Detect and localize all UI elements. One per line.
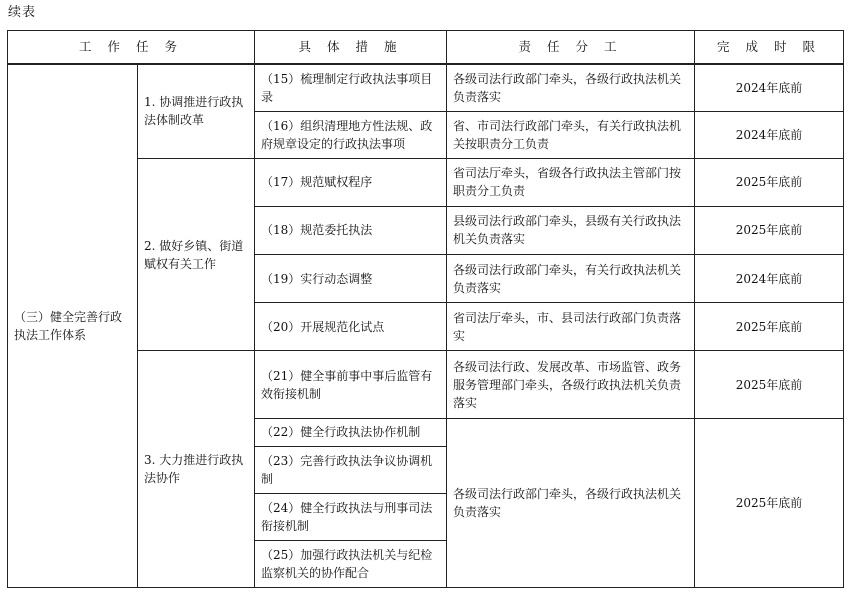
deadline-cell: 2025年底前 xyxy=(695,206,844,254)
measure-cell: （25）加强行政执法机关与纪检监察机关的协作配合 xyxy=(255,540,447,587)
subtask-cell: 1. 协调推进行政执法体制改革 xyxy=(138,64,255,158)
measure-cell: （18）规范委托执法 xyxy=(255,206,447,254)
header-row xyxy=(8,31,844,65)
deadline-cell: 2024年底前 xyxy=(695,64,844,111)
responsibility-cell: 各级司法行政部门牵头，各级行政执法机关负责落实 xyxy=(447,418,695,587)
header-deadline: 完 成 时 限 xyxy=(695,31,844,65)
responsibility-cell: 省司法厅牵头，市、县司法行政部门负责落实 xyxy=(447,303,695,351)
measure-cell: （20）开展规范化试点 xyxy=(255,303,447,351)
responsibility-cell: 省司法厅牵头，省级各行政执法主管部门按职责分工负责 xyxy=(447,158,695,206)
header-task: 工 作 任 务 xyxy=(8,31,255,65)
responsibility-cell: 各级司法行政部门牵头，有关行政执法机关负责落实 xyxy=(447,255,695,303)
responsibility-cell: 县级司法行政部门牵头，县级有关行政执法机关负责落实 xyxy=(447,206,695,254)
deadline-cell: 2024年底前 xyxy=(695,255,844,303)
subtask-cell: 3. 大力推进行政执法协作 xyxy=(138,351,255,588)
responsibility-cell: 省、市司法行政部门牵头，有关行政执法机关按职责分工负责 xyxy=(447,111,695,158)
header-measure: 具 体 措 施 xyxy=(255,31,447,65)
subtask-cell: 2. 做好乡镇、街道赋权有关工作 xyxy=(138,158,255,351)
measure-cell: （16）组织清理地方性法规、政府规章设定的行政执法事项 xyxy=(255,111,447,158)
deadline-cell: 2025年底前 xyxy=(695,158,844,206)
measure-cell: （21）健全事前事中事后监管有效衔接机制 xyxy=(255,351,447,419)
deadline-cell: 2025年底前 xyxy=(695,303,844,351)
measure-cell: （23）完善行政执法争议协调机制 xyxy=(255,446,447,493)
task-table xyxy=(7,30,844,588)
header-responsibility: 责 任 分 工 xyxy=(447,31,695,65)
task-cell: （三）健全完善行政执法工作体系 xyxy=(8,64,138,588)
responsibility-cell: 各级司法行政、发展改革、市场监管、政务服务管理部门牵头，各级行政执法机关负责落实 xyxy=(447,351,695,419)
measure-cell: （17）规范赋权程序 xyxy=(255,158,447,206)
table-row xyxy=(8,64,844,111)
measure-cell: （15）梳理制定行政执法事项目录 xyxy=(255,64,447,111)
deadline-cell: 2025年底前 xyxy=(695,351,844,419)
table-caption: 续表 xyxy=(8,5,37,20)
deadline-cell: 2024年底前 xyxy=(695,111,844,158)
responsibility-cell: 各级司法行政部门牵头，各级行政执法机关负责落实 xyxy=(447,64,695,111)
measure-cell: （22）健全行政执法协作机制 xyxy=(255,418,447,446)
measure-cell: （19）实行动态调整 xyxy=(255,255,447,303)
deadline-cell: 2025年底前 xyxy=(695,418,844,587)
measure-cell: （24）健全行政执法与刑事司法衔接机制 xyxy=(255,493,447,540)
